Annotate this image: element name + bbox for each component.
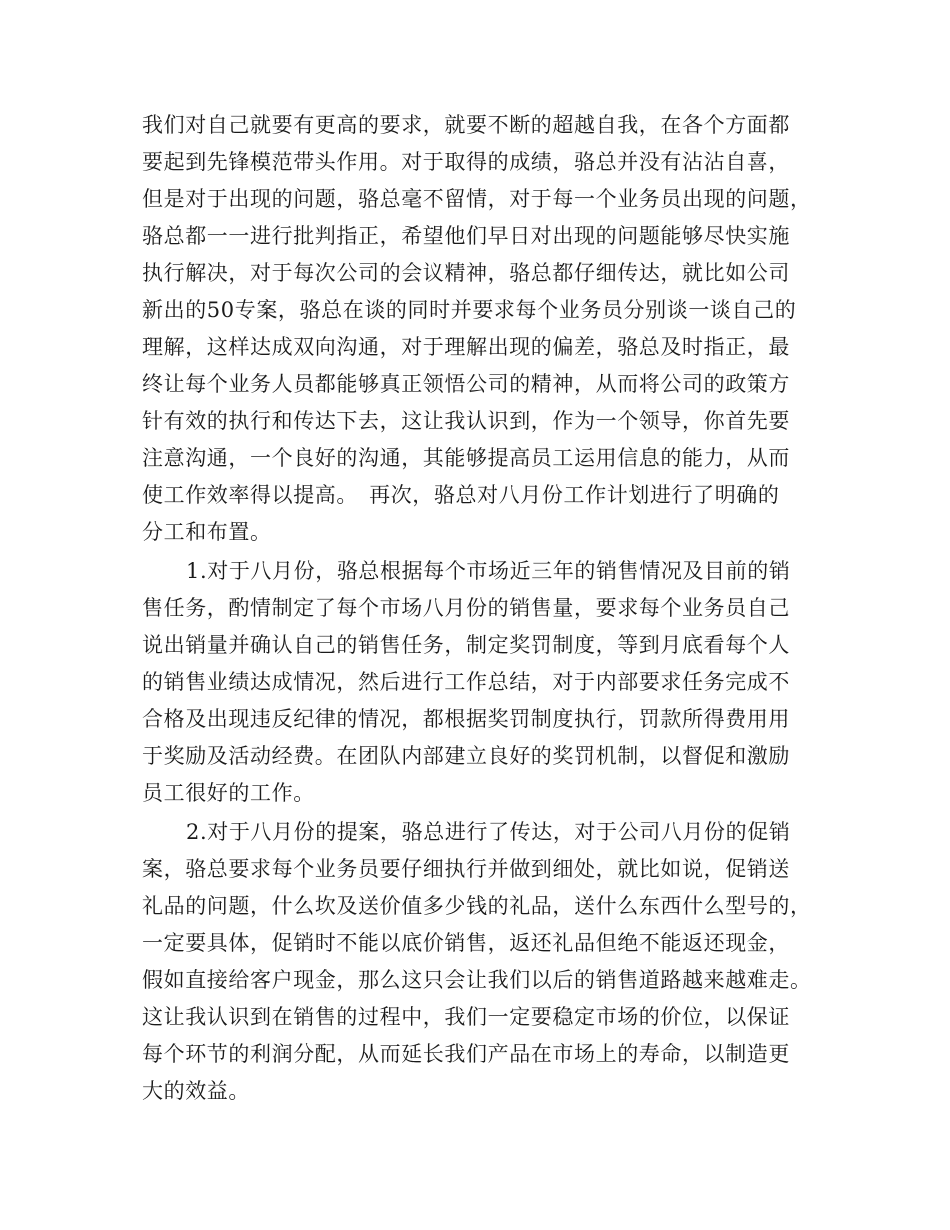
text-line: 大的效益。 <box>142 1079 250 1103</box>
text-line: 新出的50专案，骆总在谈的同时并要求每个业务员分别谈一谈自己的 <box>142 298 797 322</box>
text-line: 假如直接给客户现金，那么这只会让我们以后的销售道路越来越难走。 <box>142 968 812 992</box>
text-line: 的销售业绩达成情况，然后进行工作总结，对于内部要求任务完成不 <box>142 670 790 694</box>
text-line: 于奖励及活动经费。在团队内部建立良好的奖罚机制，以督促和激励 <box>142 744 790 768</box>
text-line: 注意沟通，一个良好的沟通，其能够提高员工运用信息的能力，从而 <box>142 446 790 470</box>
text-line: 针有效的执行和传达下去，这让我认识到，作为一个领导，你首先要 <box>142 409 790 433</box>
text-line: 但是对于出现的问题，骆总毫不留情，对于每一个业务员出现的问题， <box>142 187 812 211</box>
text-line: 这让我认识到在销售的过程中，我们一定要稳定市场的价位，以保证 <box>142 1005 790 1029</box>
text-line: 使工作效率得以提高。 再次，骆总对八月份工作计划进行了明确的 <box>142 483 780 507</box>
text-line: 说出销量并确认自己的销售任务，制定奖罚制度，等到月底看每个人 <box>142 633 790 657</box>
text-line: 执行解决，对于每次公司的会议精神，骆总都仔细传达，就比如公司 <box>142 261 790 285</box>
text-line: 合格及出现违反纪律的情况，都根据奖罚制度执行，罚款所得费用用 <box>142 707 790 731</box>
text-line: 终让每个业务人员都能够真正领悟公司的精神，从而将公司的政策方 <box>142 372 790 396</box>
text-line: 我们对自己就要有更高的要求，就要不断的超越自我，在各个方面都 <box>142 113 790 137</box>
text-line: 骆总都一一进行批判指正，希望他们早日对出现的问题能够尽快实施 <box>142 224 790 248</box>
paragraph-first-line: 2.对于八月份的提案，骆总进行了传达，对于公司八月份的促销 <box>186 820 791 844</box>
text-line: 一定要具体，促销时不能以底价销售，返还礼品但绝不能返还现金， <box>142 931 790 955</box>
paragraph-first-line: 1.对于八月份，骆总根据每个市场近三年的销售情况及目前的销 <box>186 559 791 583</box>
text-line: 分工和布置。 <box>142 520 272 544</box>
text-line: 每个环节的利润分配，从而延长我们产品在市场上的寿命，以制造更 <box>142 1042 790 1066</box>
text-line: 礼品的问题，什么坎及送价值多少钱的礼品，送什么东西什么型号的， <box>142 894 812 918</box>
text-line: 理解，这样达成双向沟通，对于理解出现的偏差，骆总及时指正，最 <box>142 335 790 359</box>
text-line: 员工很好的工作。 <box>142 781 315 805</box>
text-line: 案，骆总要求每个业务员要仔细执行并做到细处，就比如说，促销送 <box>142 857 790 881</box>
text-line: 要起到先锋模范带头作用。对于取得的成绩，骆总并没有沾沾自喜， <box>142 150 790 174</box>
text-line: 售任务，酌情制定了每个市场八月份的销售量，要求每个业务员自己 <box>142 596 790 620</box>
